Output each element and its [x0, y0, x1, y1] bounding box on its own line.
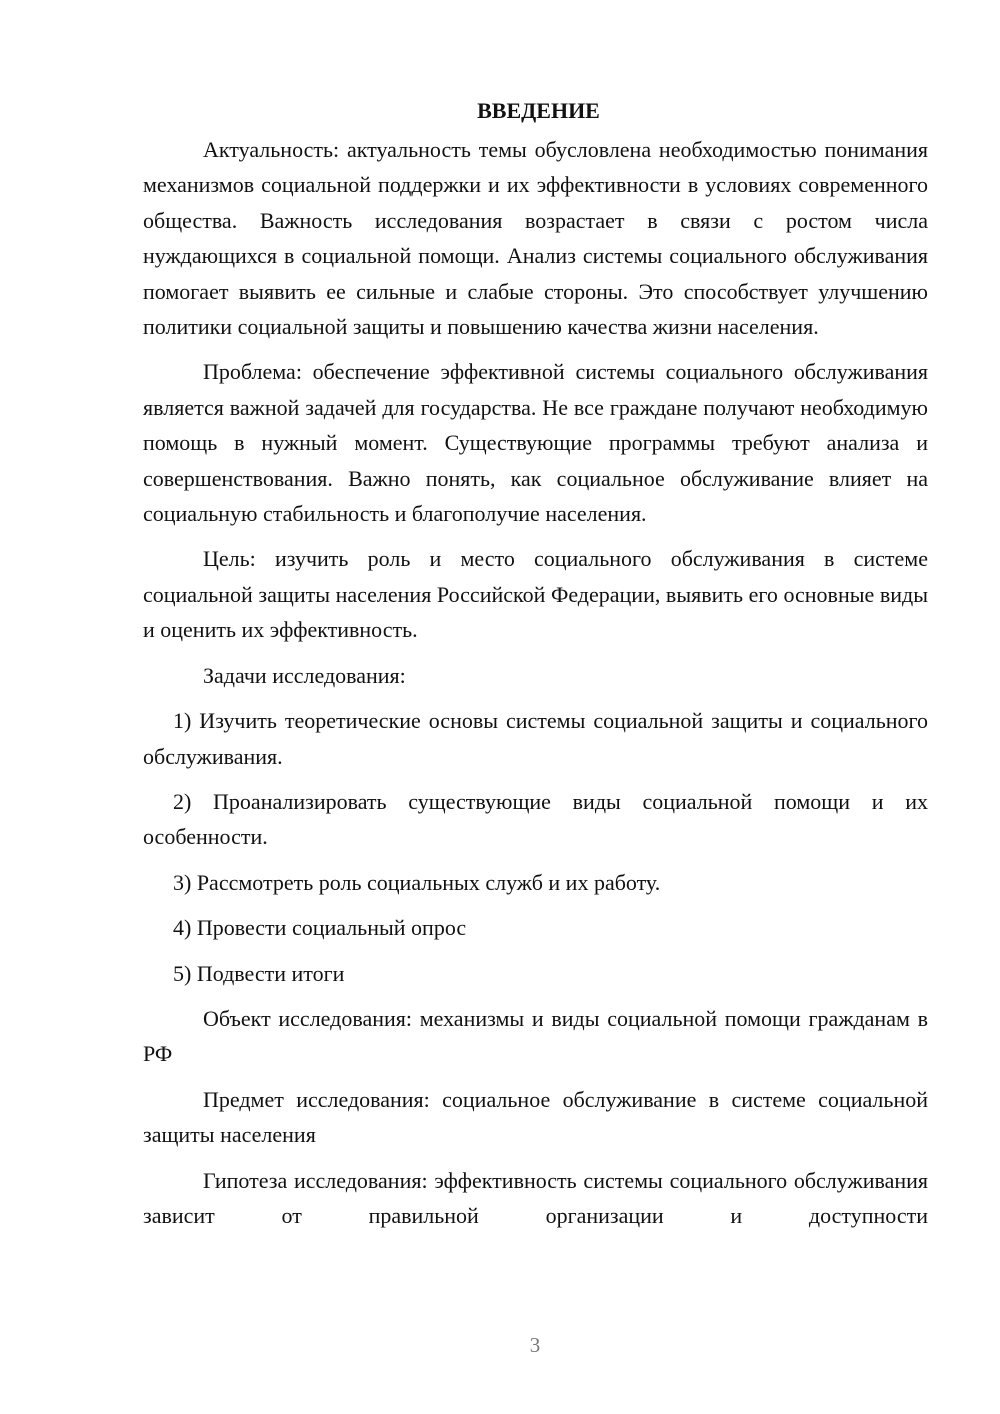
task-item: 5) Подвести итоги: [173, 960, 345, 986]
document-page: [143, 93, 928, 1233]
task-item: 4) Провести социальный опрос: [173, 915, 467, 941]
tasks-heading: Задачи исследования:: [203, 662, 406, 688]
hypothesis-paragraph: Гипотеза исследования: эффективность системы социального обслуживания зависит от правильной организации и доступности: [143, 1167, 928, 1228]
task-item: 3) Рассмотреть роль социальных служб и их работу.: [173, 869, 661, 895]
relevance-paragraph: Актуальность: актуальность темы обусловлена необходимостью понимания механизмов социальной поддержки и их эффективности в условиях современного общества. Важность исследования возрастает в связи с ростом числа нуждающихся в социальной помощи. Анализ системы социального обслуживания помогает выявить ее сильные и слабые стороны. Это способствует улучшению политики социальной защиты и повышению качества жизни населения.: [143, 137, 928, 340]
page-number: 3: [529, 1333, 541, 1357]
section-title: ВВЕДЕНИЕ: [477, 98, 600, 123]
task-item: 2) Проанализировать существующие виды социальной помощи и их особенности.: [143, 788, 928, 850]
object-paragraph: Объект исследования: механизмы и виды социальной помощи гражданам в РФ: [143, 1005, 928, 1067]
problem-paragraph: Проблема: обеспечение эффективной системы социального обслуживания является важной задачей для государства. Не все граждане получают необходимую помощь в нужный момент. Существующие программы требуют анализа и совершенствования. Важно понять, как социальное обслуживание влияет на социальную стабильность и благополучие населения.: [143, 359, 928, 527]
goal-paragraph: Цель: изучить роль и место социального обслуживания в системе социальной защиты населения Российской Федерации, выявить его основные виды и оценить их эффективность.: [143, 546, 928, 643]
subject-paragraph: Предмет исследования: социальное обслуживание в системе социальной защиты населения: [143, 1086, 928, 1148]
task-item: 1) Изучить теоретические основы системы социальной защиты и социального обслуживания.: [143, 708, 928, 769]
